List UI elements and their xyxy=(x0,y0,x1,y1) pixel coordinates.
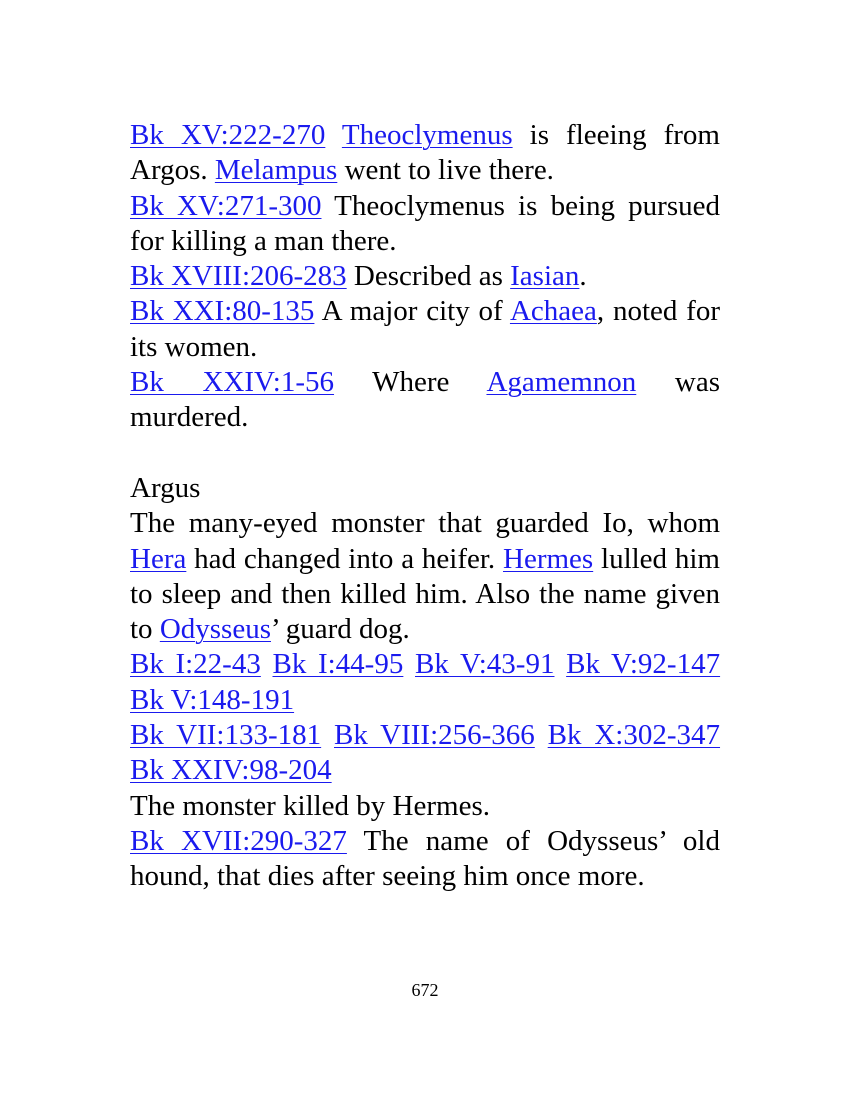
text-many-eyed: The many-eyed monster that guarded Io, whom xyxy=(130,507,720,540)
link-agamemnon[interactable]: Agamemnon xyxy=(486,366,637,399)
entry-argos-3 xyxy=(130,259,720,294)
text-went-to-live: went to live there. xyxy=(337,154,554,187)
argus-refs-group-2 xyxy=(130,718,720,789)
blank-line xyxy=(130,436,720,471)
entry-argos-5 xyxy=(130,365,720,436)
text-where: Where xyxy=(334,366,487,399)
link-bk-xv-271-300[interactable]: Bk XV:271-300 xyxy=(130,189,322,222)
text-guard-dog: ’ guard dog. xyxy=(270,613,410,646)
link-melampus[interactable]: Melampus xyxy=(214,154,338,187)
entry-argos-2 xyxy=(130,189,720,260)
link-odysseus[interactable]: Odysseus xyxy=(159,613,271,646)
link-bk-xxiv-1-56[interactable]: Bk XXIV:1-56 xyxy=(130,366,335,399)
link-bk-v-148-191[interactable]: Bk V:148-191 xyxy=(130,683,295,716)
link-hera[interactable]: Hera xyxy=(130,542,187,575)
link-bk-xviii-206-283[interactable]: Bk XVIII:206-283 xyxy=(130,260,347,293)
text-old-hound: The name of Odysseus’ old hound, that dies after seeing him once more. xyxy=(130,824,720,893)
link-iasian[interactable]: Iasian xyxy=(510,260,580,293)
link-bk-viii-256-366[interactable]: Bk VIII:256-366 xyxy=(334,719,535,752)
text-lulled: lulled him to sleep and then killed him. Also the name given to xyxy=(130,542,720,646)
link-bk-vii-133-181[interactable]: Bk VII:133-181 xyxy=(130,719,322,752)
link-bk-i-22-43[interactable]: Bk I:22-43 xyxy=(130,648,261,681)
argus-monster-note: The monster killed by Hermes. xyxy=(130,789,490,822)
link-bk-xxi-80-135[interactable]: Bk XXI:80-135 xyxy=(130,295,315,328)
link-achaea[interactable]: Achaea xyxy=(509,295,597,328)
link-hermes[interactable]: Hermes xyxy=(503,542,594,575)
link-bk-i-44-95[interactable]: Bk I:44-95 xyxy=(272,648,404,681)
link-bk-v-92-147[interactable]: Bk V:92-147 xyxy=(566,648,721,681)
text-period: . xyxy=(579,260,587,293)
link-bk-v-43-91[interactable]: Bk V:43-91 xyxy=(415,648,555,681)
argus-description xyxy=(130,506,720,647)
text-major-city: A major city of xyxy=(314,295,510,328)
text-murdered: was murdered. xyxy=(130,366,720,434)
text-fleeing: is fleeing from Argos. xyxy=(130,119,720,187)
link-bk-xxiv-98-204[interactable]: Bk XXIV:98-204 xyxy=(130,754,332,787)
text-pursued: Theoclymenus is being pursued for killing a man there. xyxy=(130,189,721,257)
document-body xyxy=(130,118,720,895)
page-number: 672 xyxy=(411,980,439,1000)
text-described-as: Described as xyxy=(346,260,511,293)
argus-refs-group-1 xyxy=(130,647,720,718)
text-noted-women: , noted for its women. xyxy=(130,295,720,363)
link-bk-xvii-290-327[interactable]: Bk XVII:290-327 xyxy=(130,824,347,857)
entry-argos-4 xyxy=(130,294,720,365)
text-heifer: had changed into a heifer. xyxy=(186,542,503,575)
link-bk-xv-222-270[interactable]: Bk XV:222-270 xyxy=(130,119,326,151)
heading-argus: Argus xyxy=(130,471,201,504)
link-theoclymenus[interactable]: Theoclymenus xyxy=(341,119,513,151)
link-bk-x-302-347[interactable]: Bk X:302-347 xyxy=(547,719,721,752)
entry-argos-1 xyxy=(130,118,720,189)
argus-hound-entry xyxy=(130,824,720,895)
